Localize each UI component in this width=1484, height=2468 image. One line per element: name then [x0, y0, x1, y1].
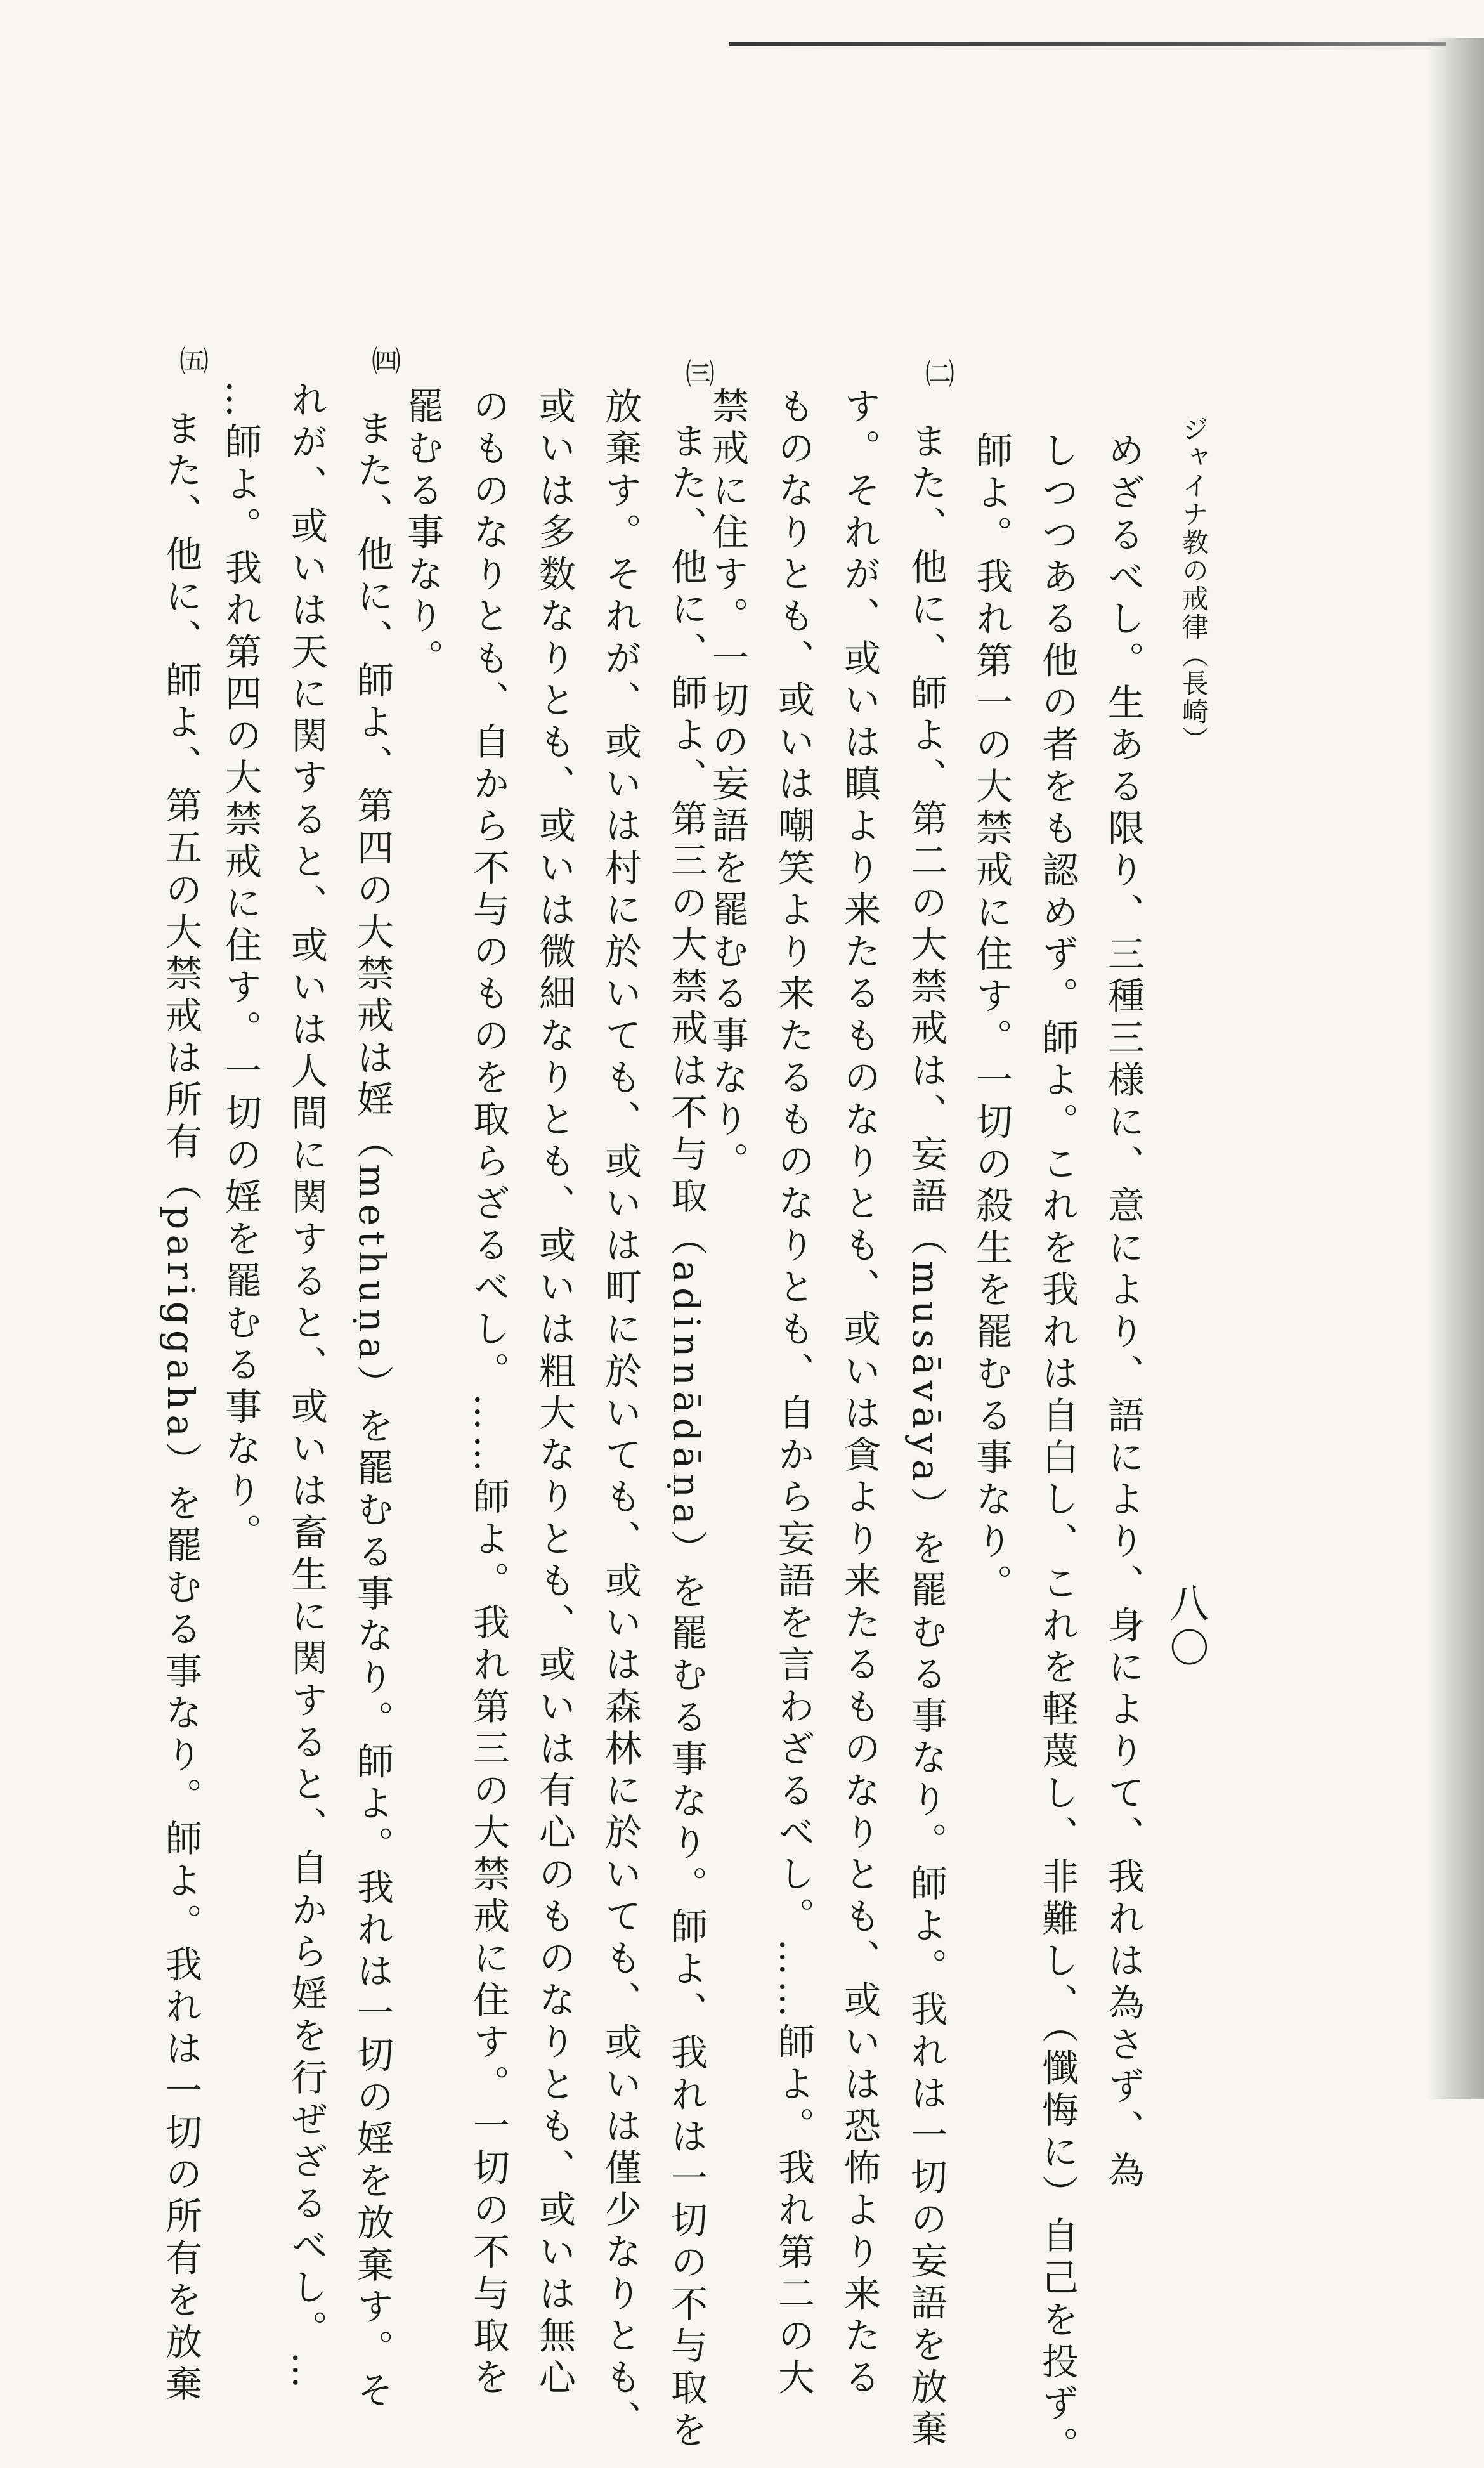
- text-line: また、他に、師よ、第四の大禁戒は婬（methuṇa）を罷むる事なり。師よ。我れは一切の婬を放棄す。そ: [351, 409, 394, 2413]
- item-marker-4: ㈣: [367, 346, 401, 375]
- text-line: 禁戒に住す。一切の妄語を罷むる事なり。: [706, 387, 749, 1184]
- page-number: 八〇: [1163, 1583, 1209, 1673]
- item-marker-5: ㈤: [175, 346, 209, 375]
- text-line: れが、或いは天に関すると、或いは人間に関すると、或いは畜生に関すると、自から婬を行ぜざるべし。…: [285, 381, 328, 2394]
- text-line: めざるべし。生ある限り、三種三様に、意により、語により、身によりて、我れは為さず、為: [1102, 431, 1145, 2193]
- text-line: ものなりとも、或いは嘲笑より来たるものなりとも、自から妄語を言わざるべし。……師よ。我れ第二の大: [772, 387, 815, 2400]
- text-line: のものなりとも、自から不与のものを取らざるべし。……師よ。我れ第三の大禁戒に住す。一切の不与取を: [467, 387, 510, 2400]
- text-line: 師よ。我れ第一の大禁戒に住す。一切の殺生を罷むる事なり。: [970, 431, 1013, 1606]
- running-header: ジャイナ教の戒律（長崎）: [1178, 415, 1209, 755]
- text-line: しつつある他の者をも認めず。師よ。これを我れは自白し、これを軽蔑し、非難し、（懺悔に）自己を投ず。: [1036, 431, 1079, 2468]
- top-rule: [729, 42, 1446, 46]
- text-line: …師よ。我れ第四の大禁戒に住す。一切の婬を罷むる事なり。: [219, 381, 262, 1555]
- item-marker-2: ㈡: [921, 358, 955, 388]
- text-line: また、他に、師よ、第二の大禁戒は、妄語（musāvāya）を罷むる事なり。師よ。我れは一切の妄語を放棄: [904, 422, 947, 2452]
- text-line: また、他に、師よ、第三の大禁戒は不与取（adinnādāṇa）を罷むる事なり。師よ、我れは一切の不与取を: [665, 422, 708, 2453]
- item-marker-3: ㈢: [681, 358, 715, 388]
- text-line: 或いは多数なりとも、或いは微細なりとも、或いは粗大なりとも、或いは有心のものなりとも、或いは無心: [533, 387, 576, 2400]
- text-line: す。それが、或いは瞋より来たるものなりとも、或いは貪より来たるものなりとも、或いは恐怖より来たる: [838, 387, 881, 2400]
- page-edge-shadow: [1427, 38, 1484, 2099]
- text-line: 放棄す。それが、或いは村に於いても、或いは町に於いても、或いは森林に於いても、或いは僅少なりとも、: [599, 387, 642, 2442]
- text-line: また、他に、師よ、第五の大禁戒は所有（pariggaha）を罷むる事なり。師よ。我れは一切の所有を放棄: [159, 409, 202, 2406]
- text-line: 罷むる事なり。: [401, 387, 444, 681]
